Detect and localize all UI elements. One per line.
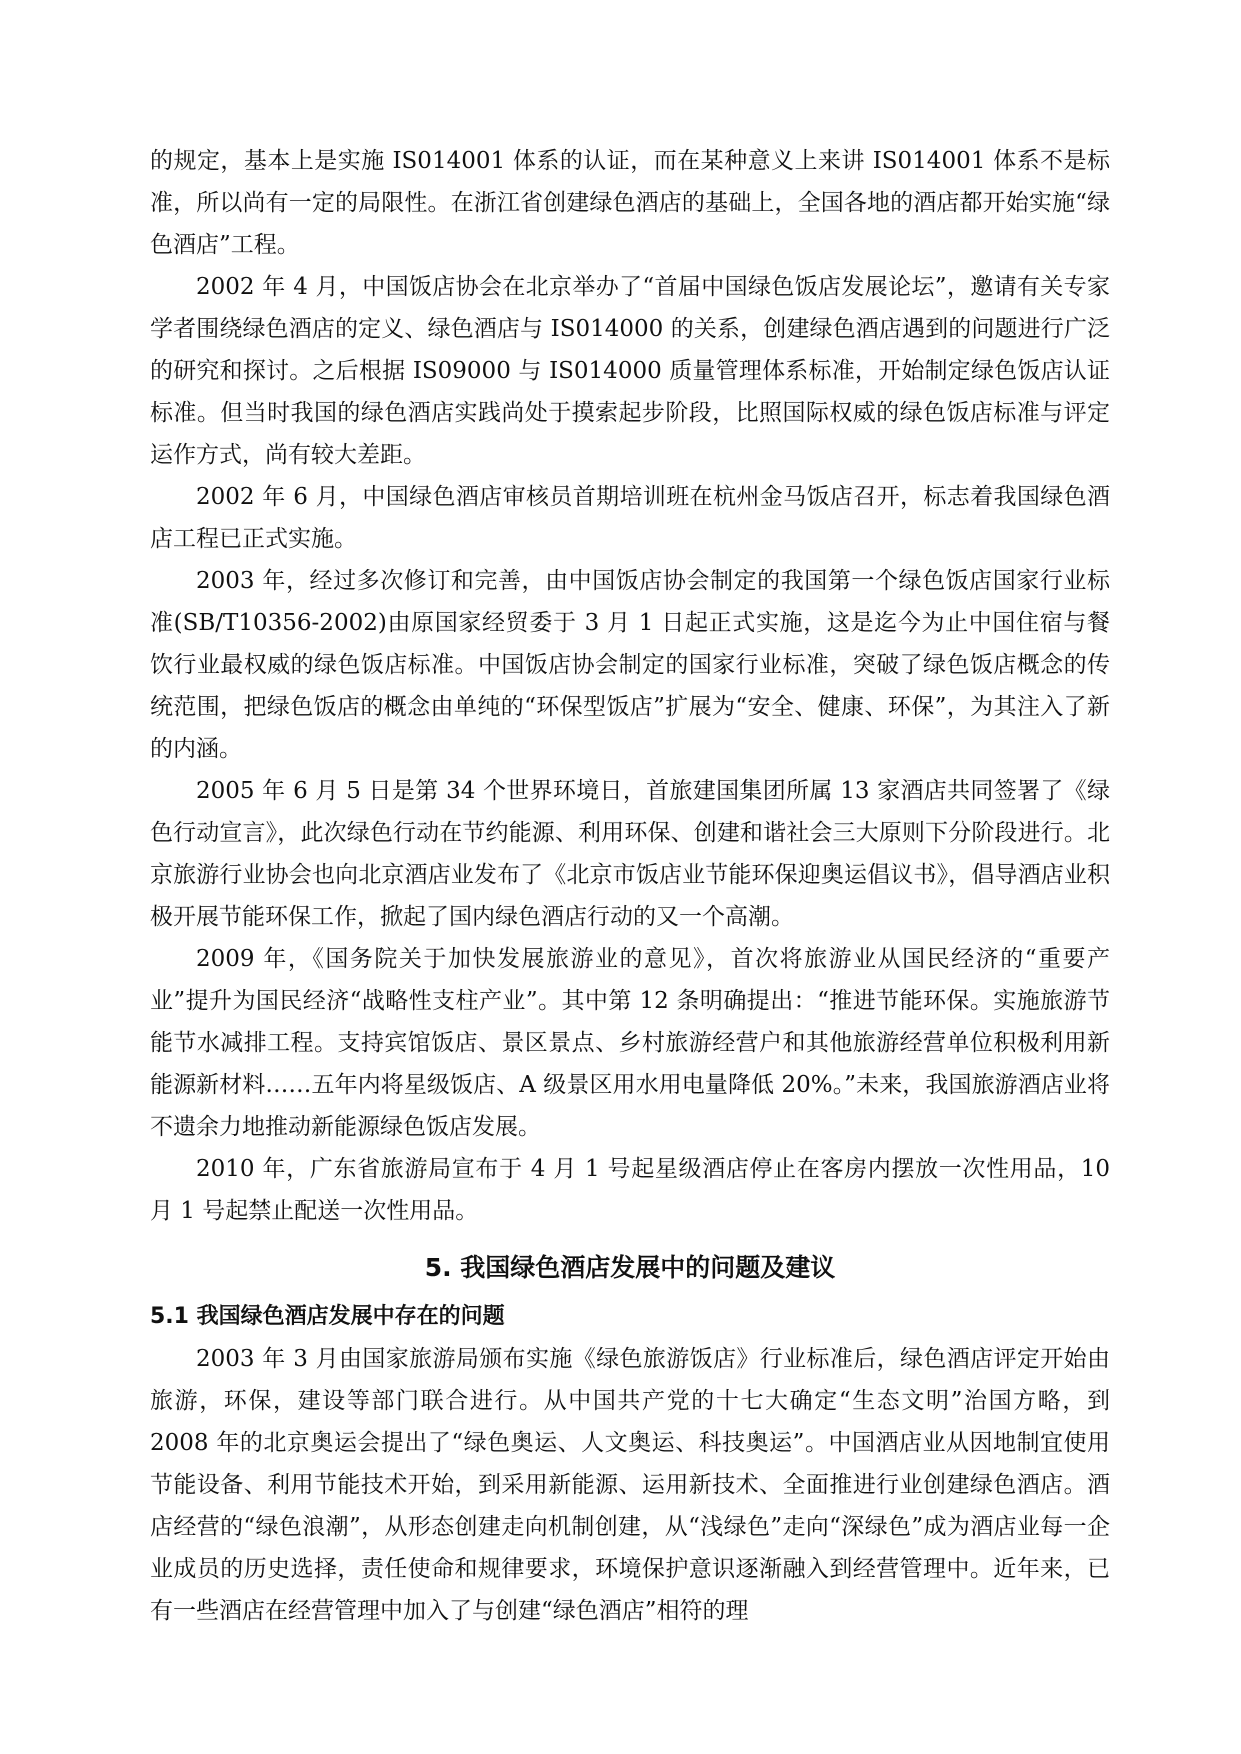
paragraph: 2003 年，经过多次修订和完善，由中国饭店协会制定的我国第一个绿色饭店国家行业标准(SB/T10356-2002)由原国家经贸委于 3 月 1 日起正式实施，这是迄今为止中国住宿与餐饮行业最权威的绿色饭店标准。中国饭店协会制定的国家行业标准，突破了绿色饭店概念的传统范围，把绿色饭店的概念由单纯的“环保型饭店”扩展为“安全、健康、环保”，为其注入了新的内涵。 xyxy=(150,568,1110,762)
paragraph: 2005 年 6 月 5 日是第 34 个世界环境日，首旅建国集团所属 13 家酒店共同签署了《绿色行动宣言》，此次绿色行动在节约能源、利用环保、创建和谐社会三大原则下分阶段进行。北京旅游行业协会也向北京酒店业发布了《北京市饭店业节能环保迎奥运倡议书》，倡导酒店业积极开展节能环保工作，掀起了国内绿色酒店行动的又一个高潮。 xyxy=(150,778,1110,930)
subsection-heading: 5.1 我国绿色酒店发展中存在的问题 xyxy=(150,1304,505,1329)
section-heading: 5. 我国绿色酒店发展中的问题及建议 xyxy=(424,1253,836,1282)
paragraph: 2002 年 4 月，中国饭店协会在北京举办了“首届中国绿色饭店发展论坛”，邀请有关专家学者围绕绿色酒店的定义、绿色酒店与 IS014000 的关系，创建绿色酒店遇到的问题进行广泛的研究和探讨。之后根据 IS09000 与 IS014000 质量管理体系标准，开始制定绿色饭店认证标准。但当时我国的绿色酒店实践尚处于摸索起步阶段，比照国际权威的绿色饭店标准与评定运作方式，尚有较大差距。 xyxy=(150,274,1110,468)
paragraph: 2009 年，《国务院关于加快发展旅游业的意见》，首次将旅游业从国民经济的“重要产业”提升为国民经济“战略性支柱产业”。其中第 12 条明确提出：“推进节能环保。实施旅游节能节水减排工程。支持宾馆饭店、景区景点、乡村旅游经营户和其他旅游经营单位积极利用新能源新材料……五年内将星级饭店、A 级景区用水用电量降低 20%。”未来，我国旅游酒店业将不遗余力地推动新能源绿色饭店发展。 xyxy=(150,946,1110,1140)
document-body xyxy=(150,140,1110,1632)
paragraph: 2002 年 6 月，中国绿色酒店审核员首期培训班在杭州金马饭店召开，标志着我国绿色酒店工程已正式实施。 xyxy=(150,484,1110,552)
paragraph: 2010 年，广东省旅游局宣布于 4 月 1 号起星级酒店停止在客房内摆放一次性用品，10 月 1 号起禁止配送一次性用品。 xyxy=(150,1156,1110,1224)
paragraph: 的规定，基本上是实施 IS014001 体系的认证，而在某种意义上来讲 IS014001 体系不是标准，所以尚有一定的局限性。在浙江省创建绿色酒店的基础上，全国各地的酒店都开始实施“绿色酒店”工程。 xyxy=(150,148,1110,258)
paragraph: 2003 年 3 月由国家旅游局颁布实施《绿色旅游饭店》行业标准后，绿色酒店评定开始由旅游，环保，建设等部门联合进行。从中国共产党的十七大确定“生态文明”治国方略，到 2008 年的北京奥运会提出了“绿色奥运、人文奥运、科技奥运”。中国酒店业从因地制宜使用节能设备、利用节能技术开始，到采用新能源、运用新技术、全面推进行业创建绿色酒店。酒店经营的“绿色浪潮”，从形态创建走向机制创建，从“浅绿色”走向“深绿色”成为酒店业每一企业成员的历史选择，责任使命和规律要求，环境保护意识逐渐融入到经营管理中。近年来，已有一些酒店在经营管理中加入了与创建“绿色酒店”相符的理 xyxy=(150,1346,1110,1624)
